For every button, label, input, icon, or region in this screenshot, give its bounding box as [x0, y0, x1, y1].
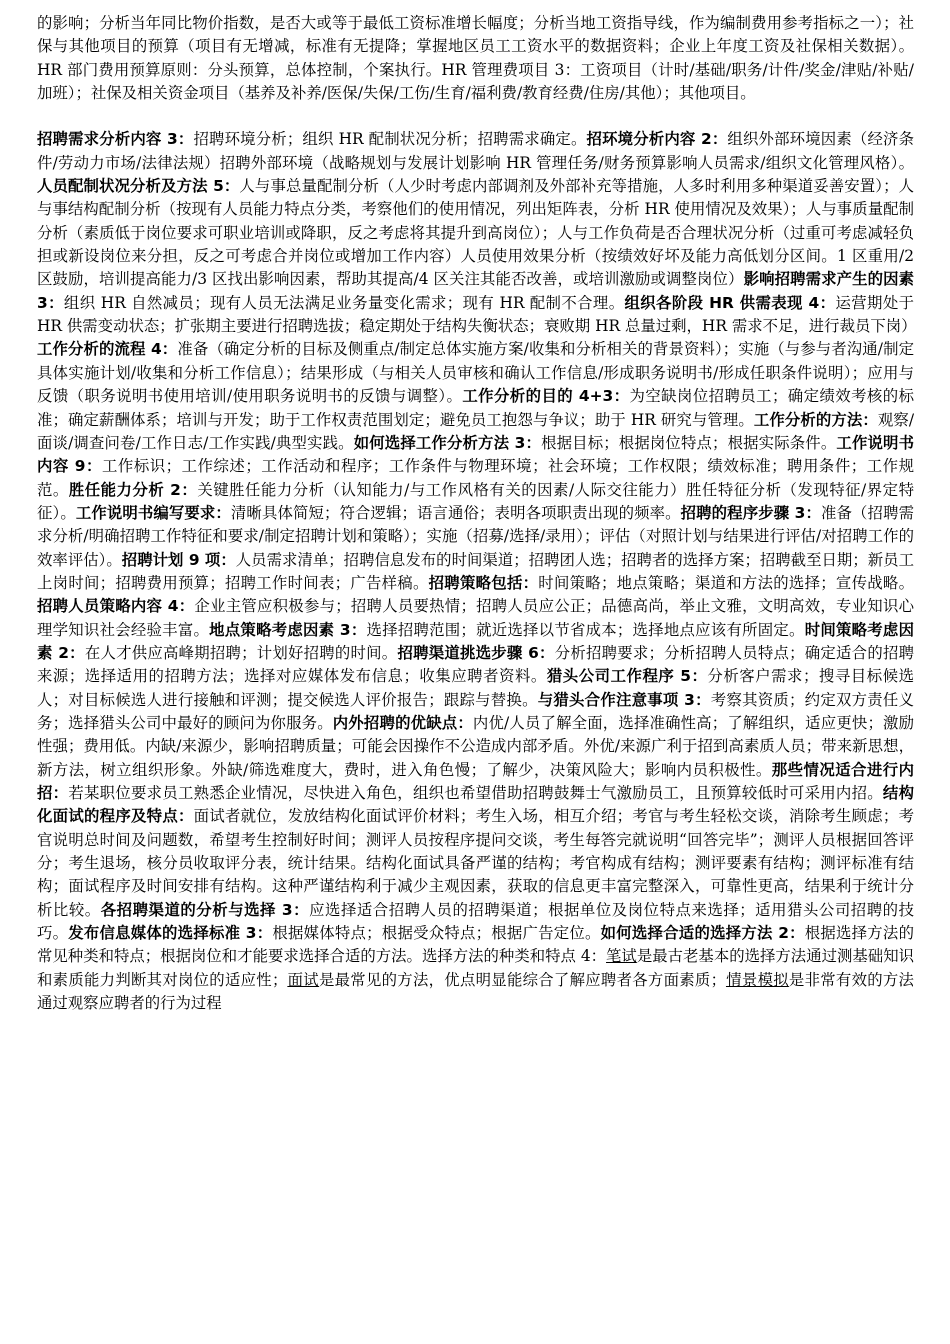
heading-job-analysis-process: 工作分析的流程 4： — [37, 340, 178, 359]
text-location-strategy: 选择招聘范围；就近选择以节省成本；选择地点应该有所固定。 — [366, 620, 805, 639]
text-competency-analysis: 关键胜任能力分析（认知能力/与工作风格有关的因素/人际交往能力）胜任特征分析（发现特征/界定特征）。 — [37, 480, 914, 522]
text-recruiter-strategy: 企业主管应积极参与；招聘人员要热情；招聘人员应公正；品德高尚，举止文雅，文明高效，专业知识心理学知识社会经验丰富。 — [37, 597, 914, 639]
text-internal-cases: 若某职位要求员工熟悉企业情况，尽快进入角色，组织也希望借助招聘鼓舞士气激励员工，且预算较低时可采用内招。 — [68, 784, 883, 802]
text-selection-methods: 根据选择方法的常见种类和特点；根据岗位和才能要求选择合适的方法。选择方法的种类和特点 4： — [37, 924, 914, 966]
heading-channel-analysis: 各招聘渠道的分析与选择 3： — [100, 900, 310, 919]
text-hr-supply-demand: 运营期处于 HR 供需变动状态；扩张期主要进行招聘选拔；稳定期处于结构失衡状态；衰败期 HR 总量过剩，HR 需求不足，进行裁员下岗） — [37, 293, 917, 336]
heading-job-analysis-purpose: 工作分析的目的 4+3： — [462, 387, 630, 406]
text-choose-analysis-method: 根据目标；根据岗位特点；根据实际条件。 — [541, 433, 837, 452]
text-written-test: 是最古老基本的选择方法通过测基础知识和素质能力判断其对岗位的适应性； — [37, 947, 914, 989]
text-situational-simulation: 是非常有效的方法通过观察应聘者的行为过程 — [37, 970, 914, 1013]
heading-recruitment-plan: 招聘计划 9 项： — [121, 550, 236, 569]
heading-headhunter-process: 猎头公司工作程序 5： — [546, 667, 708, 686]
text-channel-steps: 分析招聘要求；分析招聘人员特点；确定适合的招聘来源；选择适用的招聘方法；选择对应媒体发布信息；收集应聘者资料。 — [37, 643, 914, 686]
text-demand-factors: 组织 HR 自然减员；现有人员无法满足业务量变化需求；现有 HR 配制不合理。 — [63, 293, 625, 312]
text-job-analysis-methods: 观察/面谈/调查问卷/工作日志/工作实践/典型实践。 — [37, 410, 915, 452]
text-media-selection: 根据媒体特点；根据受众特点；根据广告定位。 — [272, 924, 601, 943]
text-headhunter-process: 分析客户需求；搜寻目标候选人；对目标候选人进行接触和评测；提交候选人评价报告；跟踪与替换。 — [37, 667, 914, 709]
heading-headhunter-notes: 与猎头合作注意事项 3： — [537, 690, 711, 709]
heading-recruitment-needs: 招聘需求分析内容 3： — [37, 130, 194, 149]
text-time-strategy: 在人才供应高峰期招聘；计划好招聘的时间。 — [84, 643, 398, 662]
heading-environment-analysis: 招环境分析内容 2： — [586, 130, 728, 149]
heading-recruitment-strategy: 招聘策略包括： — [428, 573, 539, 592]
heading-recruitment-steps: 招聘的程序步骤 3： — [680, 503, 822, 522]
term-interview: 面试 — [287, 970, 319, 989]
heading-hr-supply-demand: 组织各阶段 HR 供需表现 4： — [624, 293, 836, 312]
text-job-description-writing: 清晰具体简短；符合逻辑；语言通俗；表明各项职责出现的频率。 — [230, 503, 681, 522]
heading-choose-analysis-method: 如何选择工作分析方法 3： — [353, 433, 542, 452]
heading-recruiter-strategy: 招聘人员策略内容 4： — [37, 597, 195, 616]
heading-selection-methods: 如何选择合适的选择方法 2： — [600, 924, 805, 943]
heading-location-strategy: 地点策略考虑因素 3： — [209, 620, 367, 639]
text-recruitment-steps: 准备（招聘需求分析/明确招聘工作特征和要求/制定招聘计划和策略）；实施（招募/选择/录用）；评估（对照计划与结果进行评估/对招聘工作的效率评估）。 — [37, 503, 914, 569]
text-job-analysis-process: 准备（确定分析的目标及侧重点/制定总体实施方案/收集和分析相关的背景资料）；实施（与参与者沟通/制定具体实施计划/收集和分析工作信息）；结果形成（与相关人员审核和确认工作信息/形成职务说明书/形成任职条件说明）；应用与反馈（职务说明书使用培训/使用职务说明书的反馈与调整）。 — [37, 340, 914, 406]
text-staffing-analysis: 人与事总量配制分析（人少时考虑内部调剂及外部补充等措施，人多时利用多种渠道妥善安置）；人与事结构配制分析（按现有人员能力特点分类，考察他们的使用情况，列出矩阵表，分析 HR 使用情况及效果）；人与事质量配制分析（素质低于岗位要求可职业培训或降职，反之考虑将其提升到高岗位）；人与工作负荷是否合理状况分析（过重可考虑减轻负担或新设岗位来分担，反之可考虑合并岗位或增加工作内容）人员使用效果分析（按绩效好坏及能力高低划分区间。1 区重用/2 区鼓励，培训提高能力/3 区找出影响因素，帮助其提高/4 区关注其能否改善，或培训激励或调整岗位） — [37, 177, 914, 289]
text-internal-external: 内优/人员了解全面，选择准确性高；了解组织，适应更快；激励性强；费用低。内缺/来源少，影响招聘质量；可能会因操作不公造成内部矛盾。外优/来源广利于招到高素质人员；带来新思想，新方法，树立组织形象。外缺/筛选难度大，费时，进入角色慢；了解少，决策风险大；影响内员积极性。 — [37, 713, 914, 779]
text-recruitment-strategy: 时间策略；地点策略；渠道和方法的选择；宣传战略。 — [538, 573, 914, 592]
recruitment-paragraph — [37, 128, 917, 1015]
heading-job-analysis-methods: 工作分析的方法： — [753, 410, 878, 429]
heading-competency-analysis: 胜任能力分析 2： — [68, 480, 198, 499]
text-headhunter-notes: 考察其资质；约定双方责任义务；选择猎头公司中最好的顾问为你服务。 — [37, 690, 914, 732]
text-job-analysis-purpose: 为空缺岗位招聘员工；确定绩效考核的标准；确定薪酬体系；培训与开发；助于工作权责范围划定；避免员工抱怨与争议；助于 HR 研究与管理。 — [37, 387, 914, 429]
text-environment-analysis: 组织外部环境因素（经济条件/劳动力市场/法律法规）招聘外部环境（战略规划与发展计划影响 HR 管理任务/财务预算影响人员需求/组织文化管理风格）。 — [37, 130, 914, 172]
heading-job-description-writing: 工作说明书编写要求： — [75, 503, 231, 522]
heading-demand-factors: 影响招聘需求产生的因素 3： — [37, 270, 914, 312]
text-recruitment-plan: 人员需求清单；招聘信息发布的时间渠道；招聘团人选；招聘者的选择方案；招聘截至日期；新员工上岗时间；招聘费用预算；招聘工作时间表；广告样稿。 — [37, 550, 914, 592]
heading-internal-cases: 那些情况适合进行内招： — [37, 760, 914, 802]
text-structured-interview: 面试者就位，发放结构化面试评价材料；考生入场，相互介绍；考官与考生轻松交谈，消除考生顾虑；考官说明总时间及问题数，希望考生控制好时间；测评人员按程序提问交谈，考生每答完就说明“回答完毕”；测评人员根据回答评分；考生退场，核分员收取评分表，统计结果。结构化面试具备严谨的结构；考官构成有结构；测评要素有结构；测评标准有结构；面试程序及时间安排有结构。这种严谨结构利于减少主观因素，获取的信息更丰富完整深入，可靠性更高，结果利于统计分析比较。 — [37, 807, 914, 919]
text-interview: 是最常见的方法，优点明显能综合了解应聘者各方面素质； — [318, 970, 726, 989]
text-channel-analysis: 应选择适合招聘人员的招聘渠道；根据单位及岗位特点来选择；适用猎头公司招聘的技巧。 — [37, 900, 914, 943]
term-situational-simulation: 情景模拟 — [725, 970, 789, 989]
heading-media-selection: 发布信息媒体的选择标准 3： — [68, 924, 273, 943]
heading-channel-steps: 招聘渠道挑选步骤 6： — [397, 643, 555, 662]
heading-staffing-analysis: 人员配制状况分析及方法 5： — [37, 177, 240, 196]
text-recruitment-needs: 招聘环境分析；组织 HR 配制状况分析；招聘需求确定。 — [193, 130, 587, 149]
text-job-description-content: 工作标识；工作综述；工作活动和程序；工作条件与物理环境；社会环境；工作权限；绩效标准；聘用条件；工作规范。 — [37, 457, 914, 499]
heading-time-strategy: 时间策略考虑因素 2： — [37, 620, 914, 662]
budget-paragraph: 的影响；分析当年同比物价指数，是否大或等于最低工资标准增长幅度；分析当地工资指导线，作为编制费用参考指标之一）；社保与其他项目的预算（项目有无增减，标准有无提降；掌握地区员工工资水平的数据资料；企业上年度工资及社保相关数据）。HR 部门费用预算原则：分头预算，总体控制，个案执行。HR 管理费项目 3：工资项目（计时/基础/职务/计件/奖金/津贴/补贴/加班）；社保及相关资金项目（基养及补养/医保/失保/工伤/生育/福利费/教育经费/住房/其他）；其他项目。 — [37, 14, 914, 103]
term-written-test: 笔试 — [606, 947, 637, 966]
paragraph-gap — [37, 105, 914, 128]
heading-internal-external: 内外招聘的优缺点： — [332, 713, 473, 732]
heading-structured-interview: 结构化面试的程序及特点： — [37, 784, 914, 826]
heading-job-description-content: 工作说明书内容 9： — [37, 433, 914, 476]
